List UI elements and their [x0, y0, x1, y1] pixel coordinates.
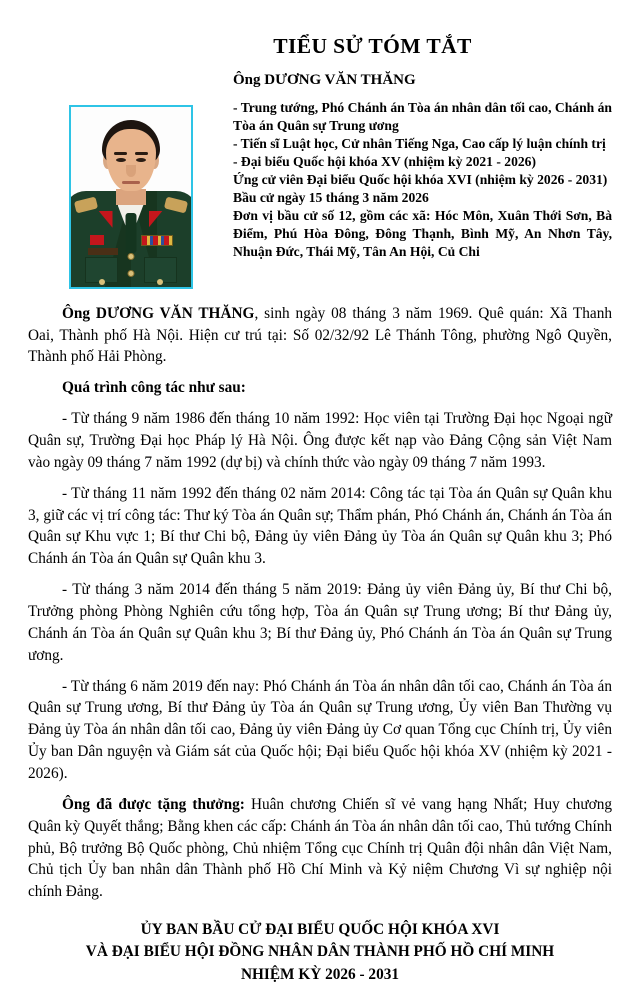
portrait-column [28, 71, 233, 289]
footer-block [28, 919, 612, 986]
footer-line-1: ỦY BAN BẦU CỬ ĐẠI BIỂU QUỐC HỘI KHÓA XVI [140, 921, 500, 939]
awards-label: Ông đã được tặng thưởng: [62, 795, 245, 813]
biography-lead [28, 303, 612, 369]
info-line-education: - Tiến sĩ Luật học, Cử nhân Tiếng Nga, Cao cấp lý luận chính trị [233, 135, 606, 151]
info-line-election-date: Bầu cử ngày 15 tháng 3 năm 2026 [233, 190, 429, 206]
biography-body [28, 303, 612, 903]
career-entry-4: - Từ tháng 6 năm 2019 đến nay: Phó Chánh án Tòa án nhân dân tối cao, Chánh án Tòa án Quân sự Trung ương, Bí thư Đảng ủy Tòa án Quân sự Trung ương, Ủy viên Ban Thường vụ Đảng ủy Tòa án nhân dân tối cao, Đảng ủy viên Đảng ủy Cơ quan Tổng cục Chính trị, Ủy viên Ủy ban Dân nguyện và Giám sát của Quốc hội; Đại biểu Quốc hội khóa XV (nhiệm kỳ 2021 - 2026). [28, 677, 612, 783]
info-line-constituency: Đơn vị bầu cử số 12, gồm các xã: Hóc Môn, Xuân Thới Sơn, Bà Điểm, Phú Hòa Đông, Đông Thạnh, Bình Mỹ, An Nhơn Tây, Nhuận Đức, Thái Mỹ, Tân An Hội, Củ Chi [233, 208, 612, 260]
biography-lead-rest: , sinh ngày 08 tháng 3 năm 1969. Quê quán: Xã Thanh Oai, Thành phố Hà Nội. Hiện cư trú tại: Số 02/32/92 Lê Thánh Tông, phường Ngô Quyền, Thành phố Hải Phòng. [28, 304, 612, 366]
info-line-candidacy: Ứng cử viên Đại biểu Quốc hội khóa XVI (nhiệm kỳ 2026 - 2031) [233, 171, 608, 187]
footer-line-2: VÀ ĐẠI BIỂU HỘI ĐỒNG NHÂN DÂN THÀNH PHỐ HỒ CHÍ MINH [85, 943, 555, 961]
portrait-illustration [71, 107, 191, 287]
career-entry-1: - Từ tháng 9 năm 1986 đến tháng 10 năm 1992: Học viên tại Trường Đại học Ngoại ngữ Quân sự, Trường Đại học Pháp lý Hà Nội. Ông được kết nạp vào Đảng Cộng sản Việt Nam vào ngày 09 tháng 7 năm 1992 (dự bị) và chính thức vào ngày 09 tháng 7 năm 1993. [28, 410, 612, 471]
info-line-position: - Trung tướng, Phó Chánh án Tòa án nhân dân tối cao, Chánh án Tòa án Quân sự Trung ương [233, 99, 612, 133]
awards-paragraph [28, 794, 612, 903]
career-entry-2: - Từ tháng 11 năm 1992 đến tháng 02 năm 2014: Công tác tại Tòa án Quân sự Quân khu 3, giữ các vị trí công tác: Thư ký Tòa án Quân sự; Thẩm phán, Phó Chánh án, Chánh án Tòa án Quân sự Khu vực 1; Bí thư Chi bộ, Đảng ủy viên Đảng ủy Tòa án Quân sự Quân khu 3; Phó Chánh án Tòa án Quân sự Quân khu 3. [28, 484, 612, 568]
page-title: TIỂU SỬ TÓM TẮT [273, 34, 472, 58]
footer-line-3: NHIỆM KỲ 2026 - 2031 [240, 965, 400, 983]
biography-lead-name: Ông DƯƠNG VĂN THĂNG [62, 304, 255, 322]
candidate-info [233, 71, 612, 262]
candidate-photo [69, 105, 193, 289]
career-heading: Quá trình công tác như sau: [62, 379, 246, 397]
awards-text: Huân chương Chiến sĩ vẻ vang hạng Nhất; Huy chương Quân kỳ Quyết thắng; Bằng khen các cấp: Chánh án Tòa án nhân dân tối cao, Thủ tướng Chính phủ, Bộ trưởng Bộ Quốc phòng, Chủ nhiệm Tổng cục Chính trị Quân đội nhân dân Việt Nam, Chủ tịch Ủy ban nhân dân Thành phố Hồ Chí Minh và Kỷ niệm Chương Vì sự nghiệp nội chính Đảng. [28, 795, 612, 901]
career-entry-3: - Từ tháng 3 năm 2014 đến tháng 5 năm 2019: Đảng ủy viên Đảng ủy, Bí thư Chi bộ, Trưởng phòng Phòng Nghiên cứu tổng hợp, Tòa án Quân sự Trung ương; Bí thư Đảng ủy, Chánh án Tòa án Quân sự Quân khu 3; Bí thư Đảng ủy, Phó Chánh án Tòa án Quân sự Trung ương. [28, 581, 612, 664]
candidate-name: Ông DƯƠNG VĂN THĂNG [233, 71, 416, 88]
info-line-current-term: - Đại biểu Quốc hội khóa XV (nhiệm kỳ 2021 - 2026) [233, 153, 536, 169]
candidate-header [28, 71, 612, 289]
